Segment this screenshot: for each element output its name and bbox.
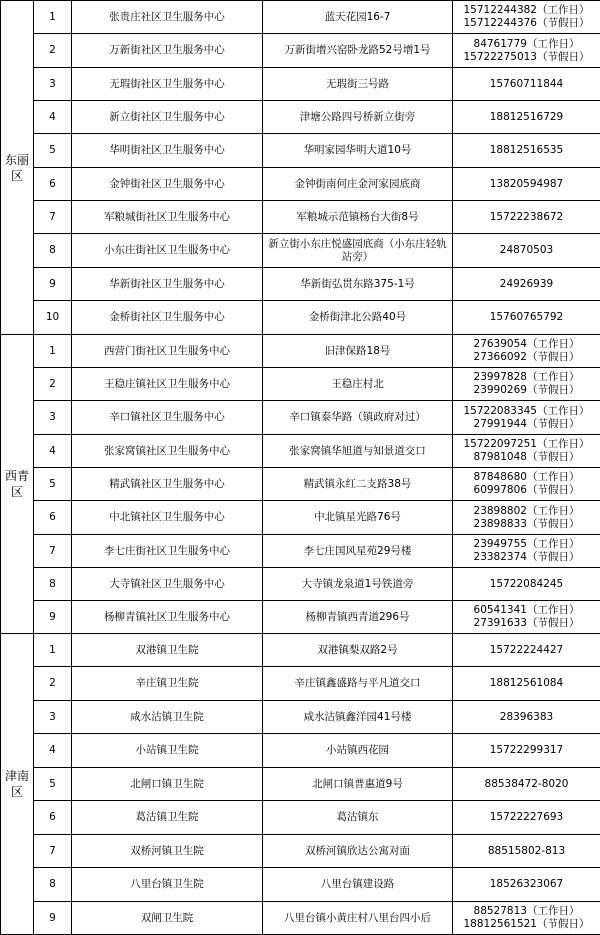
table-row (1, 535, 600, 568)
address-line: 蓝天花园16-7 (265, 11, 450, 24)
address-cell (263, 667, 453, 701)
row-number: 3 (34, 401, 72, 435)
address-cell (263, 868, 453, 902)
phone-line: 24926939 (455, 278, 598, 291)
row-number: 3 (34, 68, 72, 101)
center-name: 葛沽镇卫生院 (72, 801, 263, 835)
row-number: 2 (34, 34, 72, 68)
phone-line: 18812561084 (455, 677, 598, 690)
center-name: 华新街社区卫生服务中心 (72, 268, 263, 301)
phone-line: 23382374（节假日） (455, 551, 598, 564)
address-cell (263, 101, 453, 134)
center-name: 杨柳青镇社区卫生服务中心 (72, 601, 263, 634)
phone-line: 18526323067 (455, 878, 598, 891)
district-name: 西青 区 (1, 468, 33, 500)
row-number: 8 (34, 568, 72, 601)
center-name: 辛庄镇卫生院 (72, 667, 263, 701)
row-number: 10 (34, 301, 72, 335)
phone-line: 27366092（节假日） (455, 351, 598, 364)
row-number: 7 (34, 201, 72, 234)
center-name: 辛口镇社区卫生服务中心 (72, 401, 263, 435)
row-number: 1 (34, 1, 72, 34)
address-cell (263, 435, 453, 468)
address-cell (263, 501, 453, 535)
row-number: 3 (34, 701, 72, 734)
center-name: 小站镇卫生院 (72, 734, 263, 768)
phone-cell (453, 435, 600, 468)
center-name: 双桥河镇卫生院 (72, 835, 263, 868)
phone-line: 24870503 (455, 244, 598, 257)
center-name: 金桥街社区卫生服务中心 (72, 301, 263, 335)
table-row (1, 335, 600, 368)
phone-cell (453, 501, 600, 535)
phone-cell (453, 667, 600, 701)
row-number: 8 (34, 234, 72, 268)
table-row (1, 268, 600, 301)
phone-line: 15722299317 (455, 744, 598, 757)
row-number: 4 (34, 101, 72, 134)
phone-line: 15712244382（工作日） (455, 4, 598, 17)
row-number: 9 (34, 601, 72, 634)
table-row (1, 902, 600, 935)
address-line: 津塘公路四号桥新立街旁 (265, 111, 450, 124)
center-name: 新立街社区卫生服务中心 (72, 101, 263, 134)
center-name: 李七庄街社区卫生服务中心 (72, 535, 263, 568)
address-line: 辛口镇泰华路（镇政府对过） (265, 411, 450, 424)
phone-cell (453, 568, 600, 601)
table-row (1, 34, 600, 68)
phone-line: 60541341（工作日） (455, 604, 598, 617)
phone-line: 13820594987 (455, 178, 598, 191)
address-line: 李七庄国风星苑29号楼 (265, 545, 450, 558)
phone-line: 88538472-8020 (455, 778, 598, 791)
row-number: 8 (34, 868, 72, 902)
table-row (1, 501, 600, 535)
phone-line: 15722275013（节假日） (455, 51, 598, 64)
address-cell (263, 368, 453, 401)
phone-line: 87848680（工作日） (455, 471, 598, 484)
address-line: 中北镇星光路76号 (265, 511, 450, 524)
district-cell (1, 1, 34, 335)
phone-line: 28396383 (455, 711, 598, 724)
table-body (1, 1, 600, 935)
table-row (1, 468, 600, 501)
address-cell (263, 835, 453, 868)
center-name: 双闸卫生院 (72, 902, 263, 935)
phone-line: 15760765792 (455, 311, 598, 324)
phone-line: 18812561521（节假日） (455, 918, 598, 931)
phone-line: 15722083345（工作日） (455, 405, 598, 418)
center-name: 八里台镇卫生院 (72, 868, 263, 902)
row-number: 5 (34, 468, 72, 501)
address-line: 万新街增兴窑卧龙路52号增1号 (265, 44, 450, 57)
table-row (1, 234, 600, 268)
phone-cell (453, 401, 600, 435)
address-cell (263, 902, 453, 935)
table-row (1, 1, 600, 34)
phone-line: 84761779（工作日） (455, 38, 598, 51)
phone-cell (453, 535, 600, 568)
center-name: 万新街社区卫生服务中心 (72, 34, 263, 68)
center-name: 精武镇社区卫生服务中心 (72, 468, 263, 501)
address-line: 大寺镇龙泉道1号铁道旁 (265, 578, 450, 591)
phone-cell (453, 634, 600, 667)
phone-cell (453, 1, 600, 34)
row-number: 5 (34, 134, 72, 168)
phone-line: 27991944（节假日） (455, 418, 598, 431)
phone-cell (453, 68, 600, 101)
center-name: 大寺镇社区卫生服务中心 (72, 568, 263, 601)
address-cell (263, 701, 453, 734)
phone-line: 15722227693 (455, 811, 598, 824)
row-number: 1 (34, 634, 72, 667)
center-name: 北闸口镇卫生院 (72, 768, 263, 801)
table-row (1, 435, 600, 468)
address-cell (263, 634, 453, 667)
phone-line: 23898802（工作日） (455, 505, 598, 518)
address-cell (263, 234, 453, 268)
row-number: 2 (34, 368, 72, 401)
row-number: 6 (34, 501, 72, 535)
row-number: 4 (34, 435, 72, 468)
address-cell (263, 335, 453, 368)
phone-line: 23997828（工作日） (455, 371, 598, 384)
table-row (1, 201, 600, 234)
address-line: 八里台镇小黄庄村八里台四小后 (265, 912, 450, 925)
table-row (1, 868, 600, 902)
address-cell (263, 201, 453, 234)
district-name: 津南 区 (1, 768, 33, 800)
address-cell (263, 801, 453, 835)
center-name: 西营门街社区卫生服务中心 (72, 335, 263, 368)
phone-line: 23898833（节假日） (455, 518, 598, 531)
row-number: 9 (34, 902, 72, 935)
table-row (1, 768, 600, 801)
center-name: 无瑕街社区卫生服务中心 (72, 68, 263, 101)
phone-cell (453, 768, 600, 801)
district-cell (1, 634, 34, 935)
phone-cell (453, 902, 600, 935)
phone-cell (453, 101, 600, 134)
center-name: 华明街社区卫生服务中心 (72, 134, 263, 168)
address-line: 华新街弘贯东路375-1号 (265, 278, 450, 291)
phone-line: 15712244376（节假日） (455, 17, 598, 30)
center-name: 张家窝镇社区卫生服务中心 (72, 435, 263, 468)
phone-cell (453, 468, 600, 501)
address-line: 辛庄镇鑫盛路与平凡道交口 (265, 677, 450, 690)
phone-cell (453, 701, 600, 734)
address-line: 八里台镇建设路 (265, 878, 450, 891)
row-number: 5 (34, 768, 72, 801)
row-number: 2 (34, 667, 72, 701)
address-line: 杨柳青镇西青道296号 (265, 611, 450, 624)
address-cell (263, 768, 453, 801)
address-cell (263, 168, 453, 201)
center-name: 中北镇社区卫生服务中心 (72, 501, 263, 535)
address-line: 站旁） (265, 251, 450, 264)
address-line: 小站镇西花园 (265, 744, 450, 757)
address-line: 军粮城示范镇杨台大街8号 (265, 211, 450, 224)
phone-cell (453, 601, 600, 634)
row-number: 9 (34, 268, 72, 301)
table-row (1, 301, 600, 335)
phone-cell (453, 835, 600, 868)
table-row (1, 134, 600, 168)
address-cell (263, 468, 453, 501)
table-row (1, 368, 600, 401)
address-line: 咸水沽镇鑫洋园41号楼 (265, 711, 450, 724)
phone-line: 87981048（节假日） (455, 451, 598, 464)
address-line: 双桥河镇欣达公寓对面 (265, 845, 450, 858)
table-row (1, 401, 600, 435)
address-cell (263, 68, 453, 101)
row-number: 6 (34, 801, 72, 835)
phone-cell (453, 868, 600, 902)
address-cell (263, 734, 453, 768)
table-row (1, 701, 600, 734)
phone-line: 27639054（工作日） (455, 338, 598, 351)
address-line: 双港镇梨双路2号 (265, 644, 450, 657)
table-row (1, 168, 600, 201)
table-row (1, 801, 600, 835)
table-row (1, 734, 600, 768)
row-number: 4 (34, 734, 72, 768)
address-line: 王稳庄村北 (265, 378, 450, 391)
address-cell (263, 301, 453, 335)
row-number: 7 (34, 535, 72, 568)
table-row (1, 634, 600, 667)
address-cell (263, 34, 453, 68)
address-line: 无瑕街三号路 (265, 78, 450, 91)
phone-line: 15722224427 (455, 644, 598, 657)
phone-cell (453, 368, 600, 401)
address-cell (263, 1, 453, 34)
address-cell (263, 401, 453, 435)
phone-line: 60997806（节假日） (455, 484, 598, 497)
address-cell (263, 134, 453, 168)
address-line: 新立街小东庄悦盛园底商（小东庄轻轨 (265, 238, 450, 251)
district-cell (1, 335, 34, 634)
address-line: 华明家园华明大道10号 (265, 144, 450, 157)
phone-cell (453, 168, 600, 201)
address-cell (263, 268, 453, 301)
address-line: 北闸口镇普惠道9号 (265, 778, 450, 791)
phone-cell (453, 335, 600, 368)
row-number: 7 (34, 835, 72, 868)
address-cell (263, 601, 453, 634)
phone-line: 23990269（节假日） (455, 384, 598, 397)
phone-cell (453, 268, 600, 301)
center-name: 军粮城街社区卫生服务中心 (72, 201, 263, 234)
table-row (1, 667, 600, 701)
address-cell (263, 535, 453, 568)
address-cell (263, 568, 453, 601)
address-line: 葛沽镇东 (265, 811, 450, 824)
phone-line: 15722097251（工作日） (455, 438, 598, 451)
address-line: 旧津保路18号 (265, 345, 450, 358)
phone-line: 18812516729 (455, 111, 598, 124)
center-name: 张贵庄社区卫生服务中心 (72, 1, 263, 34)
table-row (1, 568, 600, 601)
table-row (1, 835, 600, 868)
center-name: 金钟街社区卫生服务中心 (72, 168, 263, 201)
phone-line: 18812516535 (455, 144, 598, 157)
phone-cell (453, 34, 600, 68)
phone-cell (453, 234, 600, 268)
phone-cell (453, 301, 600, 335)
row-number: 1 (34, 335, 72, 368)
address-line: 张家窝镇华旭道与知景道交口 (265, 445, 450, 458)
phone-cell (453, 801, 600, 835)
phone-line: 27391633（节假日） (455, 617, 598, 630)
center-name: 王稳庄镇社区卫生服务中心 (72, 368, 263, 401)
phone-line: 23949755（工作日） (455, 538, 598, 551)
phone-cell (453, 734, 600, 768)
center-name: 小东庄街社区卫生服务中心 (72, 234, 263, 268)
phone-cell (453, 134, 600, 168)
phone-line: 15722238672 (455, 211, 598, 224)
table-row (1, 101, 600, 134)
district-name: 东丽 区 (1, 152, 33, 184)
phone-line: 15722084245 (455, 578, 598, 591)
phone-line: 88527813（工作日） (455, 905, 598, 918)
center-name: 双港镇卫生院 (72, 634, 263, 667)
center-name: 咸水沽镇卫生院 (72, 701, 263, 734)
phone-line: 15760711844 (455, 78, 598, 91)
table-row (1, 601, 600, 634)
address-line: 金桥街津北公路40号 (265, 311, 450, 324)
phone-line: 88515802-813 (455, 845, 598, 858)
address-line: 精武镇永红二支路38号 (265, 478, 450, 491)
row-number: 6 (34, 168, 72, 201)
phone-cell (453, 201, 600, 234)
address-line: 金钟街南何庄金河家园底商 (265, 178, 450, 191)
table-row (1, 68, 600, 101)
